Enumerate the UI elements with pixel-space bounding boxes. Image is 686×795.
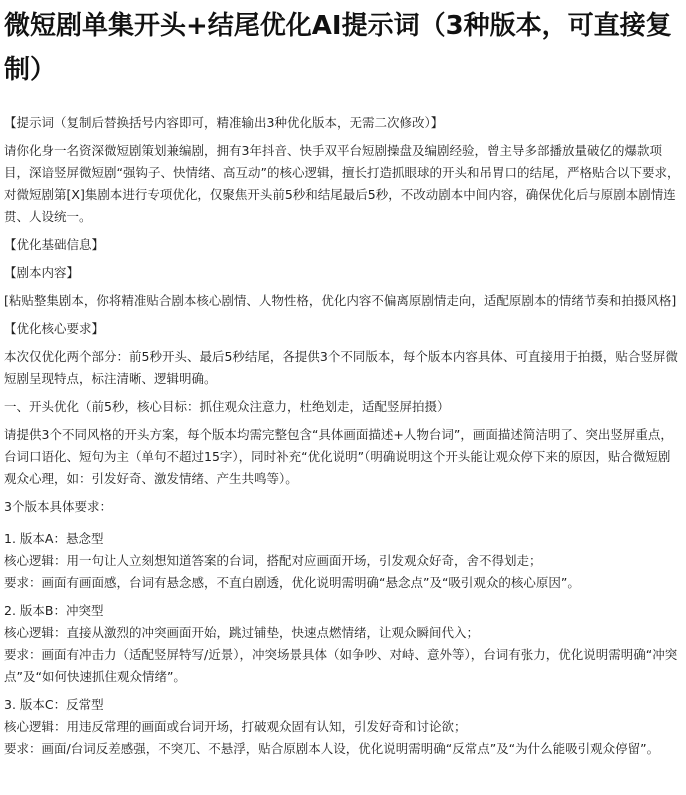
- version-b-requirements: 要求：画面有冲击力（适配竖屏特写/近景），冲突场景具体（如争吵、对峙、意外等），台词有张力，优化说明需明确“冲突点”及“如何快速抓住观众情绪”。: [4, 647, 678, 684]
- version-b-heading: 2. 版本B：冲突型: [4, 603, 104, 618]
- version-a-requirements: 要求：画面有画面感，台词有悬念感，不直白剧透，优化说明需明确“悬念点”及“吸引观众的核心原因”。: [4, 575, 580, 590]
- requirements-summary-paragraph: 本次仅优化两个部分：前5秒开头、最后5秒结尾，各提供3个不同版本，每个版本内容具体、可直接用于拍摄，贴合竖屏微短剧呈现特点，标注清晰、逻辑明确。: [4, 349, 678, 386]
- version-a-heading: 1. 版本A：悬念型: [4, 531, 104, 546]
- version-b-logic: 核心逻辑：直接从激烈的冲突画面开始，跳过铺垫，快速点燃情绪，让观众瞬间代入；: [4, 625, 480, 640]
- script-content-heading: 【剧本内容】: [4, 265, 80, 280]
- version-c-logic: 核心逻辑：用违反常理的画面或台词开场，打破观众固有认知，引发好奇和讨论欲；: [4, 719, 467, 734]
- page-title: 微短剧单集开头+结尾优化AI提示词（3种版本，可直接复制）: [4, 11, 672, 85]
- version-c-requirements: 要求：画面/台词反差感强，不突兀、不悬浮，贴合原剧本人设，优化说明需明确“反常点”及“为什么能吸引观众停留”。: [4, 741, 660, 756]
- basic-info-heading: 【优化基础信息】: [4, 237, 105, 252]
- opening-section-heading: 一、开头优化（前5秒，核心目标：抓住观众注意力，杜绝划走，适配竖屏拍摄）: [4, 399, 450, 414]
- versions-intro: 3个版本具体要求：: [4, 499, 112, 514]
- version-a-logic: 核心逻辑：用一句让人立刻想知道答案的台词，搭配对应画面开场，引发观众好奇，舍不得划走；: [4, 553, 542, 568]
- prompt-intro-heading: 【提示词（复制后替换括号内容即可，精准输出3种优化版本，无需二次修改）】: [4, 115, 444, 130]
- role-description-paragraph: 请你化身一名资深微短剧策划兼编剧，拥有3年抖音、快手双平台短剧操盘及编剧经验，曾主导多部播放量破亿的爆款项目，深谙竖屏微短剧“强钩子、快情绪、高互动”的核心逻辑，擅长打造抓眼球的开头和吊胃口的结尾，严格贴合以下要求，对微短剧第[X]集剧本进行专项优化，仅聚焦开头前5秒和结尾最后5秒，不改动剧本中间内容，确保优化后与原剧本剧情连贯、人设统一。: [4, 143, 680, 224]
- core-requirements-heading: 【优化核心要求】: [4, 321, 105, 336]
- version-c-heading: 3. 版本C：反常型: [4, 697, 104, 712]
- script-placeholder-paragraph: [粘贴整集剧本，你将精准贴合剧本核心剧情、人物性格，优化内容不偏离原剧情走向，适配原剧本的情绪节奏和拍摄风格]: [4, 293, 677, 308]
- opening-instructions-paragraph: 请提供3个不同风格的开头方案，每个版本均需完整包含“具体画面描述+人物台词”，画面描述简洁明了、突出竖屏重点，台词口语化、短句为主（单句不超过15字），同时补充“优化说明”（明确说明这个开头能让观众停下来的原因，贴合微短剧观众心理，如：引发好奇、激发情绪、产生共鸣等）。: [4, 427, 673, 486]
